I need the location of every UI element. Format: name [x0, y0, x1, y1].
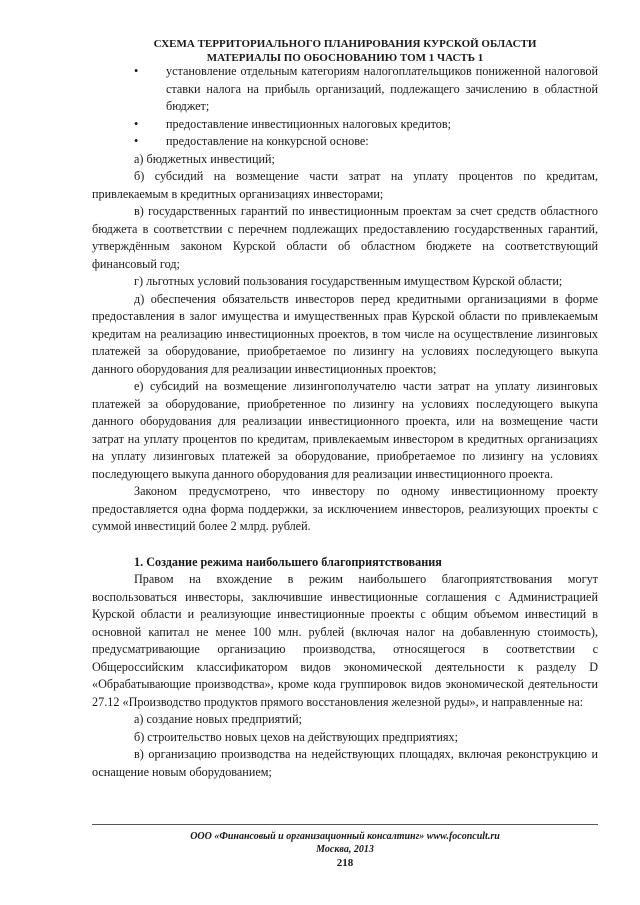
document-body	[92, 63, 598, 781]
law-paragraph: Законом предусмотрено, что инвестору по одному инвестиционному проекту предоставляется одна форма поддержки, за исключением инвесторов, реализующих проекты с суммой инвестиций более 2 млрд. рублей.	[92, 484, 598, 533]
footer-city-year: Москва, 2013	[316, 844, 374, 855]
section-list-item: а) создание новых предприятий;	[134, 712, 302, 726]
document-footer	[92, 824, 598, 856]
section-list-item: б) строительство новых цехов на действующих предприятиях;	[134, 729, 458, 744]
list-item: б) субсидий на возмещение части затрат на уплату процентов по кредитам, привлекаемым в кредитных организациях инвесторами;	[92, 169, 598, 201]
document-header	[92, 37, 598, 65]
list-item: а) бюджетных инвестиций;	[134, 151, 275, 166]
section-spacer	[92, 536, 598, 554]
header-title: СХЕМА ТЕРРИТОРИАЛЬНОГО ПЛАНИРОВАНИЯ КУРСКОЙ ОБЛАСТИ	[153, 38, 537, 50]
list-item: д) обеспечения обязательств инвесторов перед кредитными организациями в форме предоставления в залог имущества и имущественных прав Курской области по привлекаемым кредитам на реализацию инвестиционных проектов, в том числе на осуществление лизинговых платежей за оборудование, приобретаемое по лизингу на условиях последующего выкупа данного оборудования для реализации инвестиционных проектов;	[92, 291, 598, 376]
bullet-item: • установление отдельным категориям налогоплательщиков пониженной налоговой ставки налога на прибыль организаций, подлежащего зачислению в областной бюджет;	[134, 64, 598, 113]
footer-company: ООО «Финансовый и организационный консалтинг» www.foconcult.ru	[190, 831, 500, 842]
bullet-item: • предоставление на конкурсной основе:	[92, 133, 598, 151]
list-item: г) льготных условий пользования государственным имуществом Курской области;	[134, 274, 563, 288]
section-paragraph: Правом на вхождение в режим наибольшего благоприятствования могут воспользоваться инвесторы, заключившие инвестиционные соглашения с Администрацией Курской области и реализующие инвестиционные проекты с общим объемом инвестиций в основной капитал не менее 100 млн. рублей (включая налог на добавленную стоимость), предусматривающие организацию производства, относящегося в соответствии с Общероссийским классификатором видов экономической деятельности к разделу D «Обрабатывающие производства», кроме кода группировок видов экономической деятельности 27.12 «Производство продуктов прямого восстановления железной руды», и направленные на:	[92, 572, 598, 709]
section-heading: 1. Создание режима наибольшего благоприятствования	[134, 554, 442, 569]
section-list-item: в) организацию производства на недействующих площадях, включая реконструкцию и оснащение новым оборудованием;	[92, 747, 598, 779]
bullet-item: • предоставление инвестиционных налоговых кредитов;	[92, 116, 598, 134]
bullet-icon: •	[134, 116, 139, 131]
page-number: 218	[336, 857, 354, 869]
header-subtitle: МАТЕРИАЛЫ ПО ОБОСНОВАНИЮ ТОМ 1 ЧАСТЬ 1	[206, 52, 484, 64]
list-item: е) субсидий на возмещение лизингополучателю части затрат на уплату лизинговых платежей за оборудование, приобретенное по лизингу на условиях последующего выкупа данного оборудования для реализации инвестиционного проекта, или на возмещение части затрат на уплату процентов по кредитам, привлекаемым инвестором в кредитных организациях на уплату лизинговых платежей за оборудование, приобретаемое по лизингу на условиях последующего выкупа данного оборудования для реализации инвестиционного проекта.	[92, 379, 598, 481]
bullet-icon: •	[134, 134, 139, 148]
bullet-icon: •	[134, 64, 139, 78]
list-item: в) государственных гарантий по инвестиционным проектам за счет средств областного бюджета в соответствии с перечнем подлежащих предоставлению государственных гарантий, утверждённым законом Курской области об областном бюджете на соответствующий финансовый год;	[92, 204, 598, 271]
